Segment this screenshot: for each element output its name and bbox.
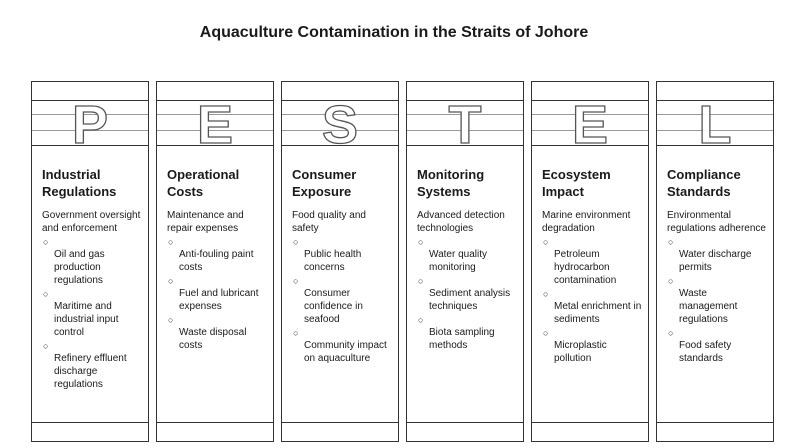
column-bottom-band (532, 422, 648, 441)
column-body (542, 209, 642, 365)
factor-item (167, 236, 267, 274)
factor-item-text: Oil and gas production regulations (54, 249, 105, 286)
column-heading: Monitoring Systems (417, 167, 485, 199)
column-top-band (282, 82, 398, 101)
bullet-circle-icon: ○ (418, 237, 424, 247)
factor-list (42, 236, 142, 391)
factor-item-text: Consumer confidence in seafood (304, 288, 363, 325)
column-bottom-band (657, 422, 773, 441)
column-body (417, 209, 517, 352)
bullet-circle-icon: ○ (418, 276, 424, 286)
factor-item (417, 314, 517, 352)
factor-item (167, 275, 267, 313)
factor-item (292, 236, 392, 274)
column-heading: Industrial Regulations (42, 167, 117, 199)
bullet-circle-icon: ○ (668, 276, 674, 286)
bullet-circle-icon: ○ (293, 328, 299, 338)
factor-item (292, 275, 392, 326)
pestel-column-environmental (531, 81, 649, 442)
factor-item (42, 340, 142, 391)
factor-item (417, 275, 517, 313)
letter-box (282, 100, 398, 146)
bullet-circle-icon: ○ (668, 328, 674, 338)
bullet-circle-icon: ○ (668, 237, 674, 247)
column-bottom-band (157, 422, 273, 441)
factor-item-text: Refinery effluent discharge regulations (54, 353, 127, 390)
letter-box (407, 100, 523, 146)
factor-list (292, 236, 392, 365)
bullet-circle-icon: ○ (43, 289, 49, 299)
column-body (167, 209, 267, 352)
factor-item-text: Biota sampling methods (429, 327, 495, 351)
pestel-column-technological (406, 81, 524, 442)
column-heading: Consumer Exposure (292, 167, 357, 199)
factor-item (42, 288, 142, 339)
pestel-letter: P (71, 100, 109, 146)
bullet-circle-icon: ○ (168, 315, 174, 325)
factor-item-text: Sediment analysis techniques (429, 288, 511, 312)
column-body (667, 209, 767, 365)
bullet-circle-icon: ○ (543, 328, 549, 338)
column-subtitle: Advanced detection technologies (417, 210, 505, 234)
pestel-letter: S (321, 100, 359, 146)
factor-item (42, 236, 142, 287)
bullet-circle-icon: ○ (543, 237, 549, 247)
factor-item (667, 236, 767, 274)
factor-item-text: Community impact on aquaculture (304, 340, 387, 364)
column-bottom-band (407, 422, 523, 441)
column-subtitle: Government oversight and enforcement (42, 210, 141, 234)
letter-box (532, 100, 648, 146)
factor-item (667, 275, 767, 326)
column-bottom-band (282, 422, 398, 441)
bullet-circle-icon: ○ (168, 276, 174, 286)
column-top-band (157, 82, 273, 101)
factor-item-text: Water quality monitoring (429, 249, 487, 273)
pestel-letter: T (448, 100, 482, 146)
factor-item-text: Waste disposal costs (179, 327, 247, 351)
factor-item (667, 327, 767, 365)
bullet-circle-icon: ○ (293, 276, 299, 286)
factor-item-text: Petroleum hydrocarbon contamination (554, 249, 617, 286)
factor-item-text: Fuel and lubricant expenses (179, 288, 259, 312)
bullet-circle-icon: ○ (293, 237, 299, 247)
column-heading: Operational Costs (167, 167, 240, 199)
factor-item-text: Anti-fouling paint costs (179, 249, 254, 273)
pestel-column-political (31, 81, 149, 442)
column-top-band (407, 82, 523, 101)
factor-item-text: Microplastic pollution (554, 340, 607, 364)
letter-box (657, 100, 773, 146)
factor-item-text: Waste management regulations (679, 288, 738, 325)
pestel-letter: E (196, 100, 234, 146)
column-top-band (32, 82, 148, 101)
column-bottom-band (32, 422, 148, 441)
factor-item-text: Public health concerns (304, 249, 362, 273)
bullet-circle-icon: ○ (168, 237, 174, 247)
factor-item (292, 327, 392, 365)
factor-item-text: Maritime and industrial input control (54, 301, 119, 338)
bullet-circle-icon: ○ (543, 289, 549, 299)
column-top-band (657, 82, 773, 101)
factor-item-text: Metal enrichment in sediments (554, 301, 642, 325)
pestel-column-economic (156, 81, 274, 442)
factor-item (542, 327, 642, 365)
column-subtitle: Marine environment degradation (542, 210, 631, 234)
column-subtitle: Maintenance and repair expenses (167, 210, 244, 234)
letter-box (157, 100, 273, 146)
factor-item (542, 288, 642, 326)
factor-item (542, 236, 642, 287)
column-heading: Ecosystem Impact (542, 167, 611, 199)
letter-box (32, 100, 148, 146)
factor-list (542, 236, 642, 365)
bullet-circle-icon: ○ (43, 341, 49, 351)
column-body (292, 209, 392, 365)
bullet-circle-icon: ○ (43, 237, 49, 247)
bullet-circle-icon: ○ (418, 315, 424, 325)
pestel-letter: E (571, 100, 609, 146)
factor-item-text: Water discharge permits (679, 249, 752, 273)
pestel-column-social (281, 81, 399, 442)
column-subtitle: Environmental regulations adherence (667, 210, 766, 234)
factor-item-text: Food safety standards (679, 340, 732, 364)
pestel-column-legal (656, 81, 774, 442)
column-body (42, 209, 142, 391)
pestel-letter: L (698, 100, 732, 146)
factor-list (417, 236, 517, 352)
column-top-band (532, 82, 648, 101)
factor-list (667, 236, 767, 365)
factor-item (417, 236, 517, 274)
diagram-title: Aquaculture Contamination in the Straits of Johore (199, 24, 589, 41)
factor-item (167, 314, 267, 352)
column-subtitle: Food quality and safety (292, 210, 366, 234)
column-heading: Compliance Standards (667, 167, 741, 199)
factor-list (167, 236, 267, 352)
